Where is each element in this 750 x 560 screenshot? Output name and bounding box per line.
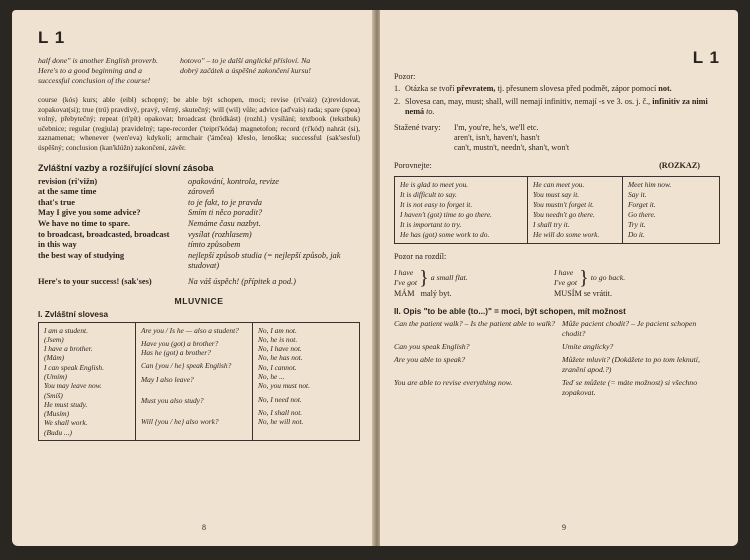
example-row: Are you able to speak? Můžete mluvit? (Dokážete to po tom leknutí, zranění apod.?) — [394, 354, 700, 374]
compare-table — [394, 176, 720, 244]
compare-header: Porovnejte: (ROZKAZ) — [394, 160, 700, 170]
table-column-answers: No, I am not. No, he is not. No, I have not. No, he has not. No, I cannot. No, he ... No, you must not. No, I need not. No, I shall not. No, he will not. — [252, 323, 335, 441]
page-number: 8 — [202, 523, 206, 532]
vocabulary-paragraph: course (kós) kurs; able (eibl) schopný; be able být schopen, moci; revise (ri'vaiz) (z)revidovat, zopakovat(si); true (trú) pravdivý, pravý, věrný, skutečný; will (wil) vůle; advice (ad'vais) rada; spare (spea) volný, přebytečný; repeat (ri'pít) opakovat; broadcast (bródkást) (rozhl.) vysílání; textbook (tekstbuk) učebnice; regular (regjula) pravidelný; tape-recorder ('teipri'kóda) magnetofon; record (ri'kód) nahrát (si), zaznamenat; whenever (wen'eva) kdykoli; armchair ('ámčea) křeslo, lenoška; successful (sak'sesful) úspěšný; conclusion (kan'klúžn) zakončení, závěr. — [38, 95, 360, 152]
pozor-label: Pozor: — [394, 72, 416, 81]
phrase-list — [38, 177, 360, 288]
table-column-statements: I am a student. (Jsem) I have a brother. (Mám) I can speak English. (Umím) You may leave now. (Smíš) He must study. (Musím) We shall work. (Budu ...) — [44, 325, 104, 437]
intro — [38, 56, 360, 86]
grammar-title: MLUVNICE — [174, 295, 224, 306]
example-row: You are able to revise everything now. Teď se můžete (= máte možnost) si všechno zopakovat. — [394, 377, 698, 397]
phrase-row: We have no time to spare. Nemáme času nazbyt. — [38, 218, 261, 228]
left-page — [12, 10, 374, 546]
phrase-row: that's true to je fakt, to je pravda — [38, 197, 262, 207]
phrase-row: Here's to your success! (sak'ses) Na váš úspěch! (přípitek a pod.) — [38, 276, 296, 286]
contracted-forms: Stažené tvary: I'm, you're, he's, we'll etc. aren't, isn't, haven't, hasn't can't, mustn't, needn't, shan't, won't — [394, 122, 570, 153]
phrase-row: in this way tímto způsobem — [38, 240, 241, 250]
section-title: Zvláštní vazby a rozšiřující slovní zásoba — [38, 162, 214, 173]
section-title: II. Opis "to be able (to...)" = moci, být schopen, mít možnost — [394, 306, 626, 316]
subsection-title: I. Zvláštní slovesa — [38, 309, 109, 319]
have-translation: MÁM malý byt. MUSÍM se vrátit. — [394, 288, 613, 298]
lesson-code: L 1 — [38, 28, 66, 47]
table-column-questions: Are you / Is he — also a student? Have you (got) a brother? Has he (got) a brother? Can {you / he} speak English? May I also leave? Must you also study? Will {you / he} also work? — [135, 323, 252, 441]
verbs-table — [38, 322, 360, 442]
phrase-row: to broadcast, broadcasted, broadcast vysílat (rozhlasem) — [38, 229, 252, 239]
rule-item: 1. Otázka se tvoří převratem, tj. přesunem slovesa před podmět, zápor pomocí not. — [394, 84, 672, 94]
example-list — [394, 319, 720, 398]
rule-item: 2. Slovesa can, may, must; shall, will nemají infinitiv, nemají -s ve 3. os. j. č., infinitiv za nimi nemá to. — [394, 96, 708, 117]
phrase-row: May I give you some advice? Smím ti něco poradit? — [38, 208, 263, 218]
compare-column: He is glad to meet you. It is difficult to say. It is not easy to forget it. I haven't (got) time to go there. It is important to try. He has (got) some work to do. — [400, 180, 492, 240]
page-number: 9 — [562, 523, 566, 532]
phrase-row: at the same time zároveň — [38, 187, 215, 197]
lesson-code: L 1 — [692, 48, 720, 67]
right-page — [380, 10, 738, 546]
phrase-row: revision (ri'vižn) opakování, kontrola, revize — [38, 176, 280, 186]
phrase-row: the best way of studying nejlepší způsob studia (= nejlepší způsob, jak studovat) — [38, 250, 341, 271]
example-row: Can the patient walk? – Is the patient able to walk? Může pacient chodit? – Je pacient schopen chodit? — [394, 318, 697, 338]
compare-column: He can meet you. You must say it. You mustn't forget it. You needn't go there. I shall try it. He will do some work. — [527, 177, 622, 243]
compare-column: Meet him now. Say it. Forget it. Go there. Try it. Do it. — [622, 177, 707, 243]
have-got-compare: I have I've got } a small flat. I have I've got } to go back. — [394, 266, 626, 289]
example-row: Can you speak English? Umíte anglicky? — [394, 341, 614, 351]
intro-czech: hotovo" – to je další anglické přísloví. Na dobrý začátek a úspěšné zakončení kursu! — [180, 56, 311, 75]
intro-english: half done" is another English proverb. Here's to a good beginning and a successful conclusion of the course! — [38, 56, 158, 85]
difference-label: Pozor na rozdíl: — [394, 252, 447, 262]
